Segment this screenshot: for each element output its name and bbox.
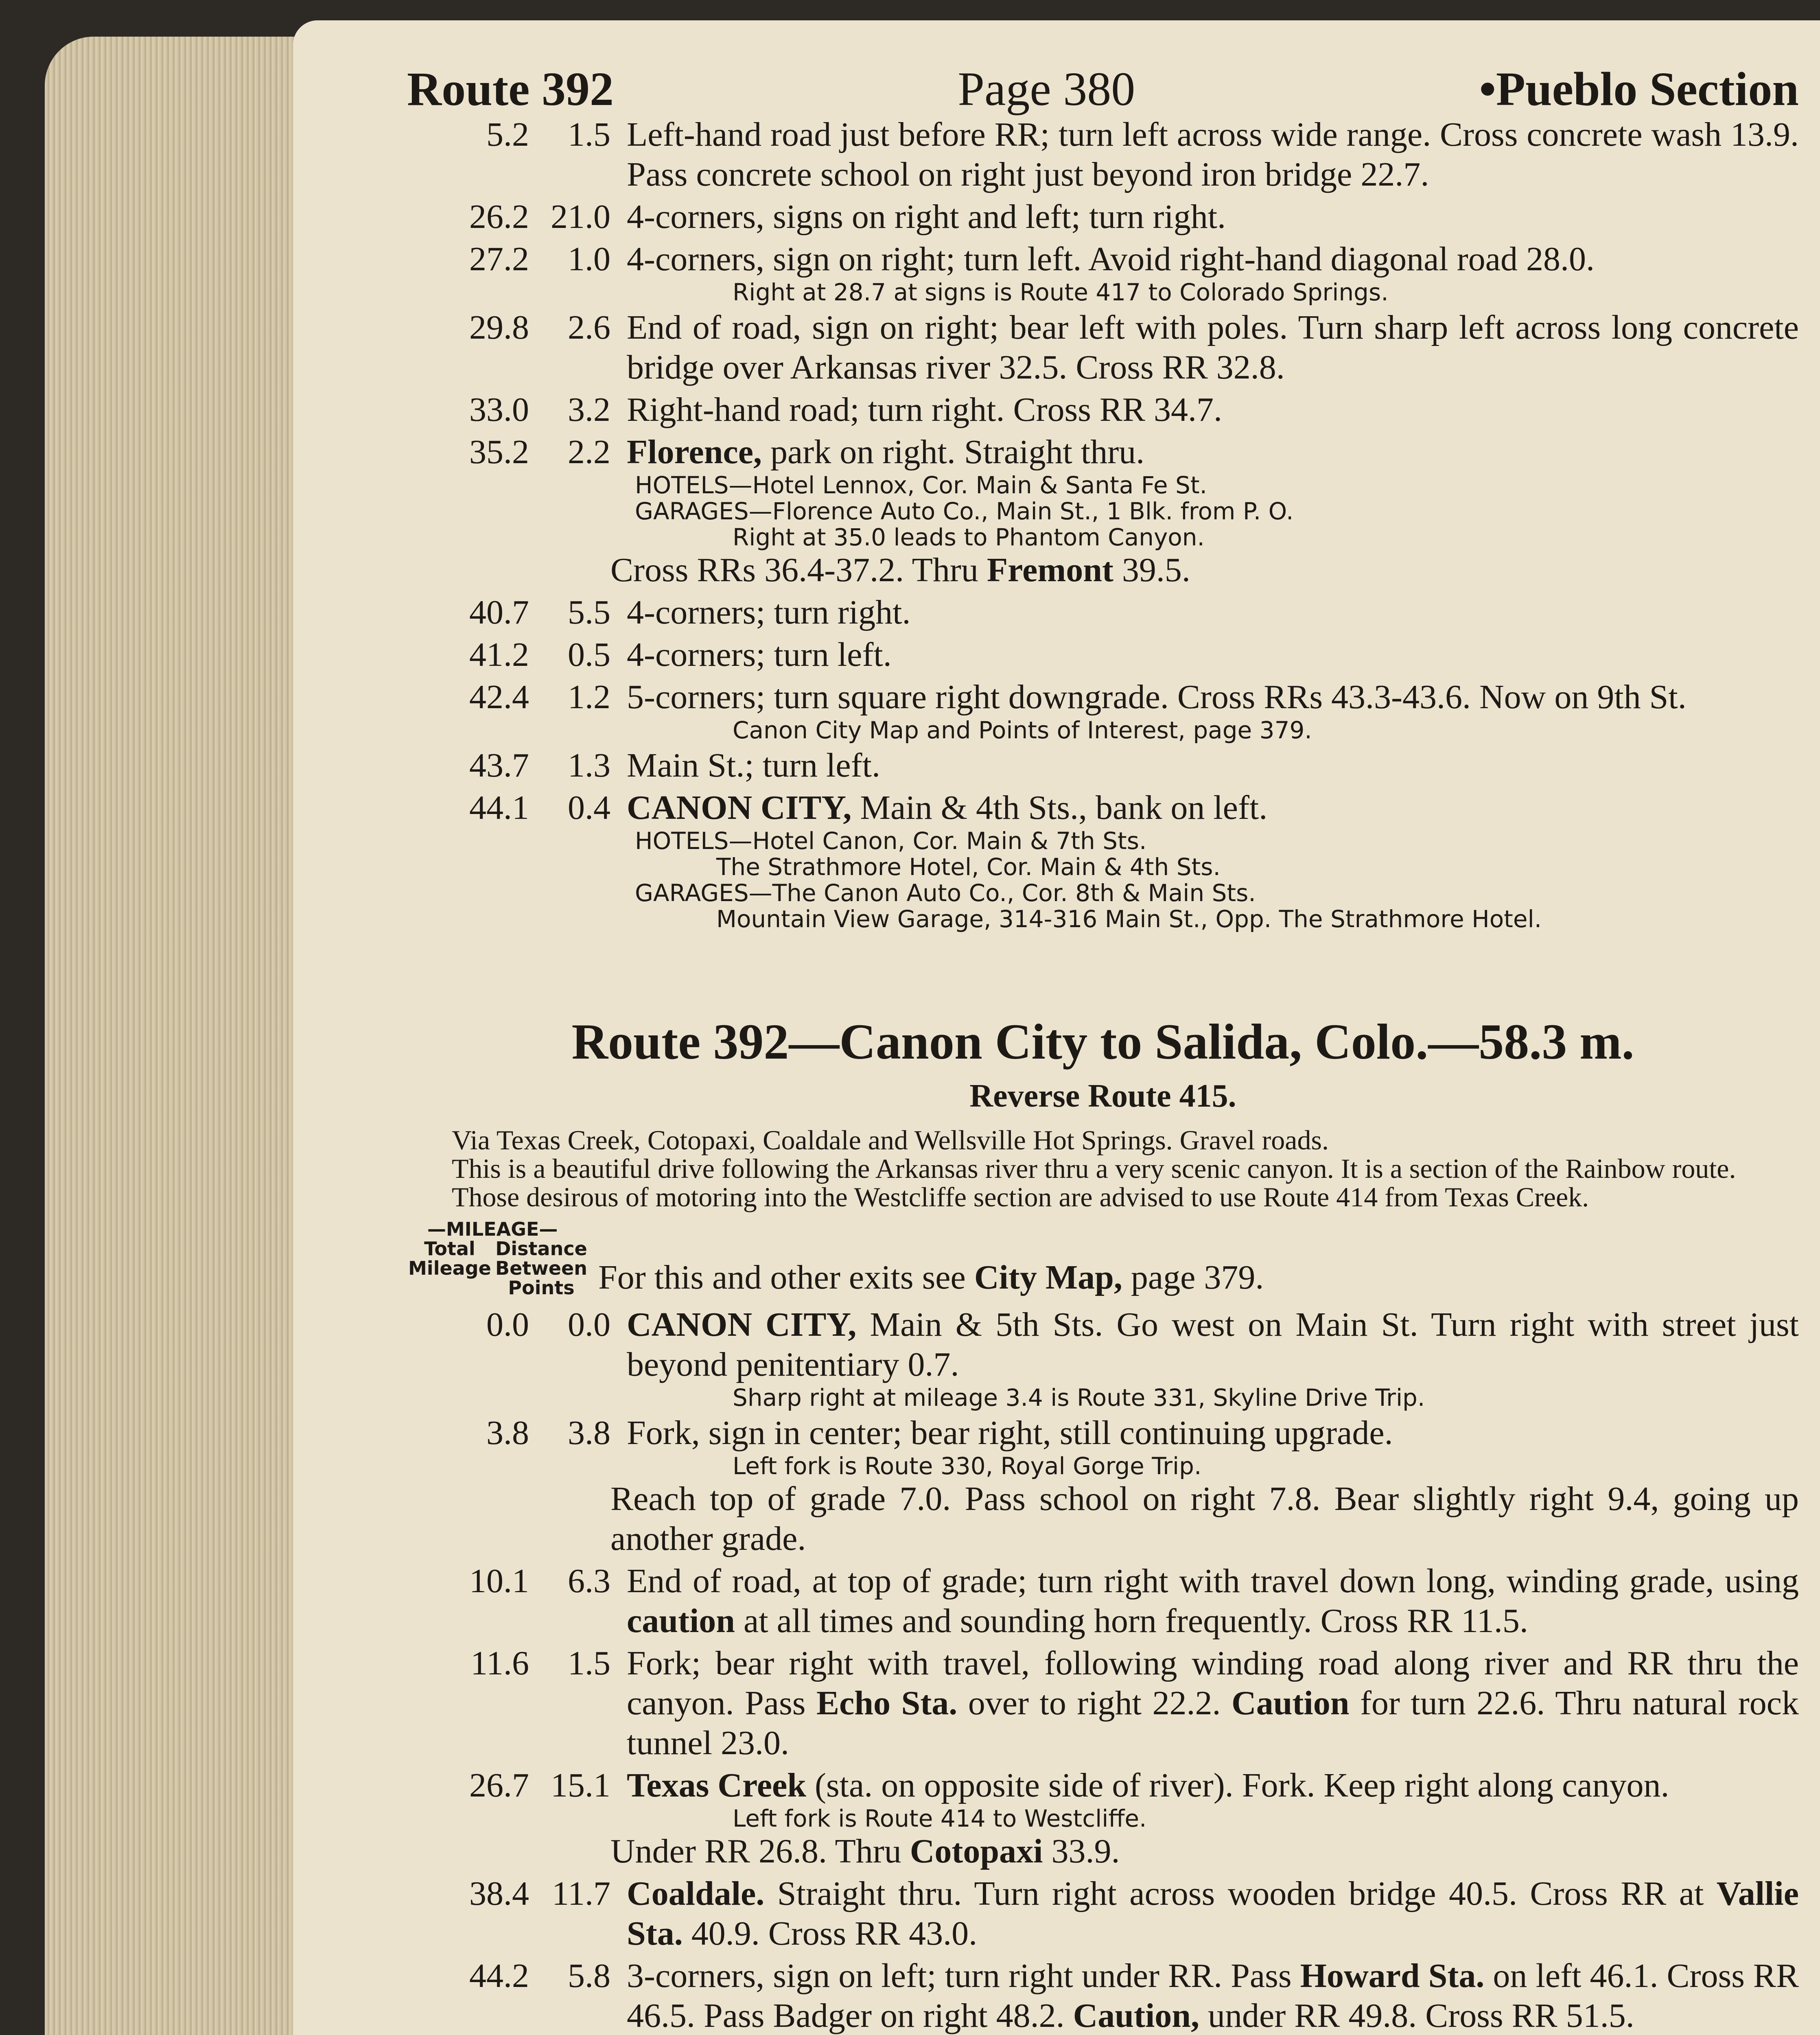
distance: 0.5 <box>568 636 610 674</box>
route-note: Left fork is Route 330, Royal Gorge Trip. <box>733 1452 1202 1480</box>
distance: 3.8 <box>568 1414 610 1452</box>
route-row-coaldale <box>407 1874 1799 1954</box>
continuation-text <box>610 550 1799 590</box>
caution-word: caution <box>627 1602 735 1640</box>
route-row-florence <box>407 432 1799 472</box>
route-row <box>407 1956 1799 2035</box>
direction-text: End of road, at top of grade; turn right with travel down long, winding grade, using <box>627 1562 1799 1600</box>
distance: 5.5 <box>568 593 610 631</box>
page-header <box>407 62 1799 116</box>
direction-text: Left-hand road just before RR; turn left across wide range. Cross concrete wash 13.9. Pass concrete school on right just beyond iron bridge 22.7. <box>627 116 1799 193</box>
route-note: Right at 35.0 leads to Phantom Canyon. <box>733 523 1205 551</box>
station-name: Howard Sta. <box>1300 1957 1485 1995</box>
route-row <box>407 677 1799 717</box>
direction-text: Cross RRs 36.4-37.2. Thru <box>610 551 987 589</box>
route-row <box>407 197 1799 237</box>
map-reference-note: Canon City Map and Points of Interest, page 379. <box>733 716 1312 744</box>
total-mileage: 26.7 <box>469 1766 529 1804</box>
route-row <box>407 746 1799 786</box>
town-name: Texas Creek <box>627 1766 806 1804</box>
column-distance: Distance Between Points <box>495 1238 587 1299</box>
direction-text: on left 46.1. Cross RR 46.5. Pass Badger on right 48.2. <box>627 1957 1799 2035</box>
town-name: CANON CITY, <box>627 789 852 827</box>
continuation-text <box>610 1831 1799 1871</box>
distance: 1.3 <box>568 746 610 784</box>
total-mileage: 5.2 <box>486 116 529 153</box>
total-mileage: 10.1 <box>469 1562 529 1600</box>
total-mileage: 43.7 <box>469 746 529 784</box>
distance: 6.3 <box>568 1562 610 1600</box>
direction-text: 3-corners, sign on left; turn right under RR. Pass <box>627 1957 1300 1995</box>
total-mileage: 35.2 <box>469 433 529 471</box>
total-mileage: 0.0 <box>486 1306 529 1344</box>
direction-text: Main St.; turn left. <box>627 746 880 784</box>
route-row <box>407 308 1799 387</box>
hotel-note: The Strathmore Hotel, Cor. Main & 4th Sts. <box>716 853 1221 881</box>
distance: 2.2 <box>568 433 610 471</box>
route-row <box>407 593 1799 632</box>
total-mileage: 27.2 <box>469 240 529 278</box>
total-mileage: 3.8 <box>486 1414 529 1452</box>
route-row-start <box>407 1305 1799 1385</box>
section-intro <box>407 1126 1799 1211</box>
direction-text: 33.9. <box>1043 1832 1120 1870</box>
distance: 1.5 <box>568 1644 610 1682</box>
total-mileage: 29.8 <box>469 309 529 346</box>
route-row <box>407 1643 1799 1763</box>
direction-text: Straight thru. Turn right across wooden bridge 40.5. Cross RR at <box>764 1875 1717 1912</box>
total-mileage: 40.7 <box>469 593 529 631</box>
mileage-label: —MILEAGE— <box>427 1218 558 1240</box>
mileage-header <box>407 1219 1799 1298</box>
direction-text: 4-corners, sign on right; turn left. Avoid right-hand diagonal road 28.0. <box>627 240 1595 278</box>
route-row-texas-creek <box>407 1766 1799 1805</box>
direction-text: 5-corners; turn square right downgrade. Cross RRs 43.3-43.6. Now on 9th St. <box>627 678 1687 716</box>
total-mileage: 11.6 <box>470 1644 529 1682</box>
station-name: Echo Sta. <box>816 1684 958 1722</box>
station-name: Vallie Sta. <box>627 1875 1799 1952</box>
town-name: CANON CITY, <box>627 1306 857 1344</box>
page-edges <box>45 37 305 2035</box>
intro-line: This is a beautiful drive following the Arkansas river thru a very scenic canyon. It is a section of the Rainbow route. <box>452 1153 1736 1184</box>
total-mileage: 33.0 <box>469 391 529 429</box>
direction-text: 4-corners; turn right. <box>627 593 911 631</box>
exits-city-map: City Map, <box>974 1258 1122 1296</box>
total-mileage: 38.4 <box>469 1875 529 1912</box>
direction-text: 39.5. <box>1113 551 1190 589</box>
direction-text: Main & 4th Sts., bank on left. <box>851 789 1268 827</box>
mileage-columns-label <box>407 1219 598 1298</box>
distance: 5.8 <box>568 1957 610 1995</box>
distance: 21.0 <box>551 198 610 236</box>
direction-text: for turn 22.6. Thru natural rock tunnel 23.0. <box>627 1684 1799 1762</box>
direction-text: Right-hand road; turn right. Cross RR 34.7. <box>627 391 1222 429</box>
route-row <box>407 1561 1799 1641</box>
direction-text: End of road, sign on right; bear left with poles. Turn sharp left across long concrete bridge over Arkansas river 32.5. Cross RR 32.8. <box>627 309 1799 386</box>
direction-text: over to right 22.2. <box>957 1684 1232 1722</box>
direction-text: Under RR 26.8. Thru <box>610 1832 910 1870</box>
direction-text: Main & 5th Sts. Go west on Main St. Turn right with street just beyond penitentiary 0.7. <box>627 1306 1799 1383</box>
direction-text: park on right. Straight thru. <box>761 433 1145 471</box>
route-row <box>407 635 1799 675</box>
route-row <box>407 390 1799 430</box>
distance: 2.6 <box>568 309 610 346</box>
direction-text: 4-corners, signs on right and left; turn right. <box>627 198 1226 236</box>
exits-text: page 379. <box>1122 1258 1264 1296</box>
distance: 3.2 <box>568 391 610 429</box>
garage-note: GARAGES—Florence Auto Co., Main St., 1 Blk. from P. O. <box>635 497 1294 525</box>
direction-text: Fork, sign in center; bear right, still continuing upgrade. <box>627 1414 1393 1452</box>
route-note: Left fork is Route 414 to Westcliffe. <box>733 1805 1147 1832</box>
caution-word: Caution, <box>1073 1997 1199 2035</box>
total-mileage: 26.2 <box>469 198 529 236</box>
total-mileage: 41.2 <box>469 636 529 674</box>
distance: 1.0 <box>568 240 610 278</box>
route-row-canon-city <box>407 788 1799 828</box>
route-note: Right at 28.7 at signs is Route 417 to Colorado Springs. <box>733 278 1389 306</box>
header-section: •Pueblo Section <box>1479 62 1799 116</box>
distance: 15.1 <box>551 1766 610 1804</box>
town-name: Fremont <box>987 551 1113 589</box>
header-page: Page 380 <box>958 62 1135 116</box>
hotel-note: HOTELS—Hotel Lennox, Cor. Main & Santa Fe St. <box>635 471 1208 499</box>
distance: 0.4 <box>568 789 610 827</box>
town-name: Cotopaxi <box>910 1832 1043 1870</box>
total-mileage: 44.1 <box>469 789 529 827</box>
hotel-note: HOTELS—Hotel Canon, Cor. Main & 7th Sts. <box>635 827 1147 855</box>
page-content <box>407 62 1799 2035</box>
town-name: Florence, <box>627 433 762 471</box>
total-mileage: 42.4 <box>469 678 529 716</box>
header-route: Route 392 <box>407 62 614 116</box>
route-note: Sharp right at mileage 3.4 is Route 331, Skyline Drive Trip. <box>733 1384 1425 1411</box>
direction-text: 4-corners; turn left. <box>627 636 892 674</box>
total-mileage: 44.2 <box>469 1957 529 1995</box>
intro-line: Those desirous of motoring into the Westcliffe section are advised to use Route 414 from Texas Creek. <box>452 1182 1589 1212</box>
garage-note: GARAGES—The Canon Auto Co., Cor. 8th & Main Sts. <box>635 879 1256 907</box>
route-row <box>407 115 1799 195</box>
continuation-text: Reach top of grade 7.0. Pass school on right 7.8. Bear slightly right 9.4, going up another grade. <box>610 1480 1799 1558</box>
distance: 1.2 <box>568 678 610 716</box>
town-name: Coaldale. <box>627 1875 765 1912</box>
column-total-mileage: Total Mileage <box>408 1238 491 1279</box>
direction-text: 40.9. Cross RR 43.0. <box>682 1915 978 1952</box>
route-row <box>407 239 1799 279</box>
section-subtitle: Reverse Route 415. <box>969 1078 1236 1114</box>
direction-text: under RR 49.8. Cross RR 51.5. <box>1199 1997 1634 2035</box>
section-title: Route 392—Canon City to Salida, Colo.—58.3 m. <box>571 1014 1634 1070</box>
exits-text: For this and other exits see <box>598 1258 974 1296</box>
distance: 1.5 <box>568 116 610 153</box>
distance: 11.7 <box>552 1875 610 1912</box>
direction-text: (sta. on opposite side of river). Fork. Keep right along canyon. <box>806 1766 1669 1804</box>
direction-text: Fork; bear right with travel, following winding road along river and RR thru the canyon. Pass <box>627 1644 1799 1722</box>
direction-text: at all times and sounding horn frequently. Cross RR 11.5. <box>735 1602 1528 1640</box>
distance: 0.0 <box>568 1306 610 1344</box>
route-row <box>407 1413 1799 1453</box>
garage-note: Mountain View Garage, 314-316 Main St., Opp. The Strathmore Hotel. <box>716 905 1542 933</box>
caution-word: Caution <box>1232 1684 1350 1722</box>
intro-line: Via Texas Creek, Cotopaxi, Coaldale and Wellsville Hot Springs. Gravel roads. <box>452 1125 1329 1155</box>
exits-note <box>598 1258 1264 1298</box>
